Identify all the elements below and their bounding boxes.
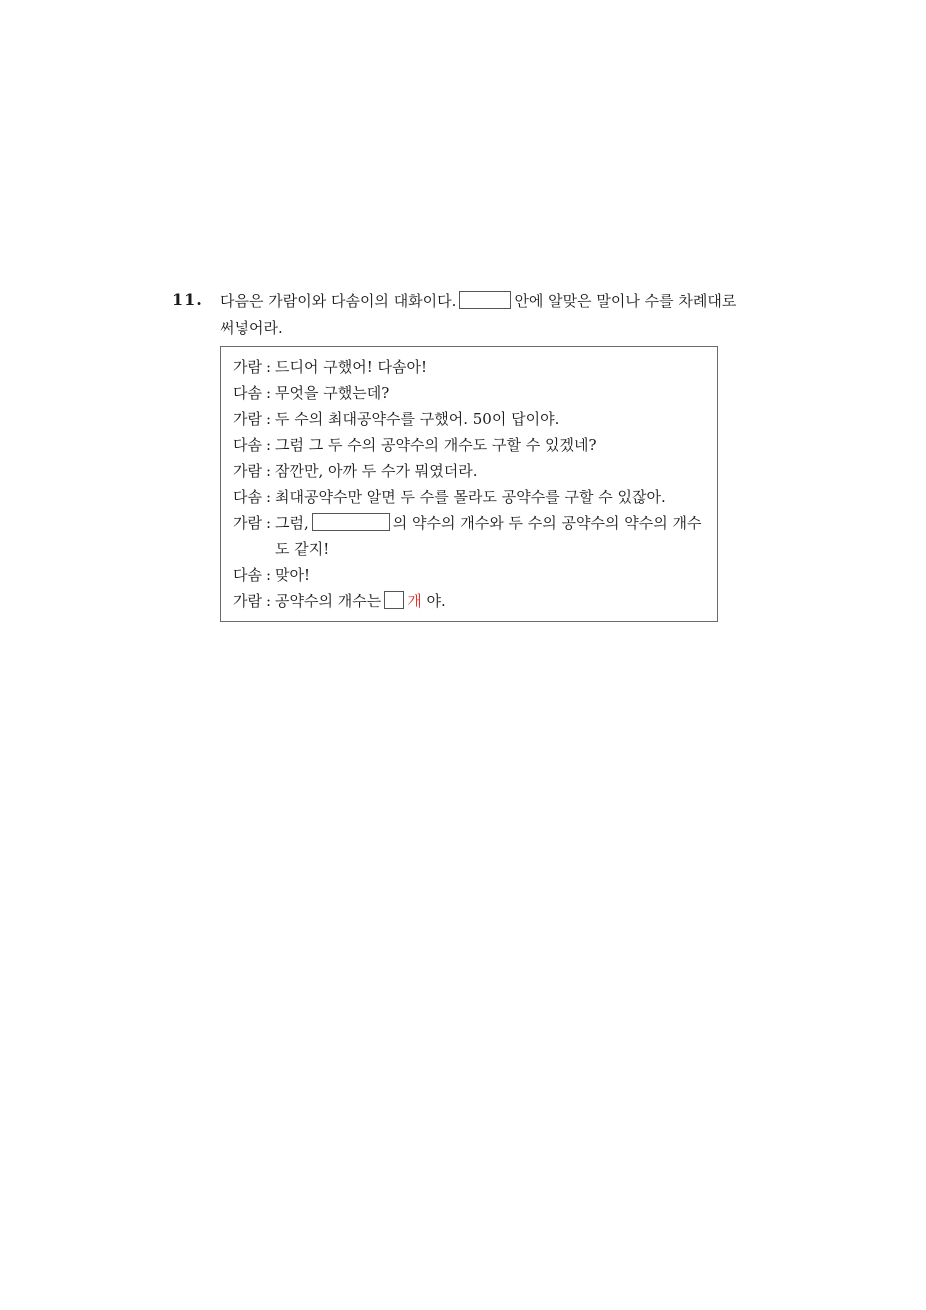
stem-text-1: 다음은 가람이와 다솜이의 대화이다. [220, 292, 457, 310]
utterance-part: 그럼, [275, 514, 309, 532]
dialog-line [233, 458, 707, 484]
stem-text-3: 써넣어라. [220, 319, 283, 337]
colon: : [265, 358, 272, 376]
speaker-name: 가람 [233, 410, 262, 428]
dialog-line [233, 380, 707, 406]
speaker-name: 다솜 [233, 436, 262, 454]
utterance: 두 수의 최대공약수를 구했어. 50이 답이야. [275, 410, 560, 428]
utterance-part: 공약수의 개수는 [275, 592, 382, 610]
problem-stem [220, 288, 760, 342]
unit-label: 개 [407, 592, 422, 610]
speaker-name: 다솜 [233, 488, 262, 506]
dialog-box [220, 346, 718, 622]
colon: : [265, 384, 272, 402]
colon: : [265, 488, 272, 506]
answer-box-count [384, 591, 404, 609]
colon: : [265, 566, 272, 584]
problem-number: 11. [172, 290, 203, 309]
answer-box-number [312, 513, 390, 531]
utterance: 무엇을 구했는데? [275, 384, 390, 402]
utterance: 드디어 구했어! 다솜아! [275, 358, 428, 376]
utterance: 그럼 그 두 수의 공약수의 개수도 구할 수 있겠네? [275, 436, 597, 454]
stem-answer-box [459, 291, 511, 309]
speaker-name: 가람 [233, 462, 262, 480]
utterance: 맞아! [275, 566, 311, 584]
utterance: 잠깐만, 아까 두 수가 뭐였더라. [275, 462, 478, 480]
utterance [275, 510, 707, 562]
dialog-line [233, 588, 707, 614]
speaker-name: 다솜 [233, 384, 262, 402]
speaker-name: 가람 [233, 358, 262, 376]
colon: : [265, 592, 272, 610]
dialog-line [233, 406, 707, 432]
utterance-part: 야. [426, 592, 446, 610]
utterance [275, 588, 707, 614]
dialog-line [233, 432, 707, 458]
colon: : [265, 436, 272, 454]
speaker-name: 다솜 [233, 566, 262, 584]
speaker-name: 가람 [233, 514, 262, 532]
dialog-line [233, 562, 707, 588]
colon: : [265, 462, 272, 480]
dialog-line [233, 354, 707, 380]
colon: : [265, 514, 272, 532]
speaker-name: 가람 [233, 592, 262, 610]
utterance: 최대공약수만 알면 두 수를 몰라도 공약수를 구할 수 있잖아. [275, 488, 666, 506]
stem-text-2: 안에 알맞은 말이나 수를 차례대로 [514, 292, 737, 310]
dialog-line [233, 484, 707, 510]
utterance-part: 의 약수의 개수와 두 수의 공약수의 약수의 개수 [392, 514, 702, 532]
utterance-continuation: 도 같지! [275, 540, 330, 558]
colon: : [265, 410, 272, 428]
dialog-line [233, 510, 707, 562]
